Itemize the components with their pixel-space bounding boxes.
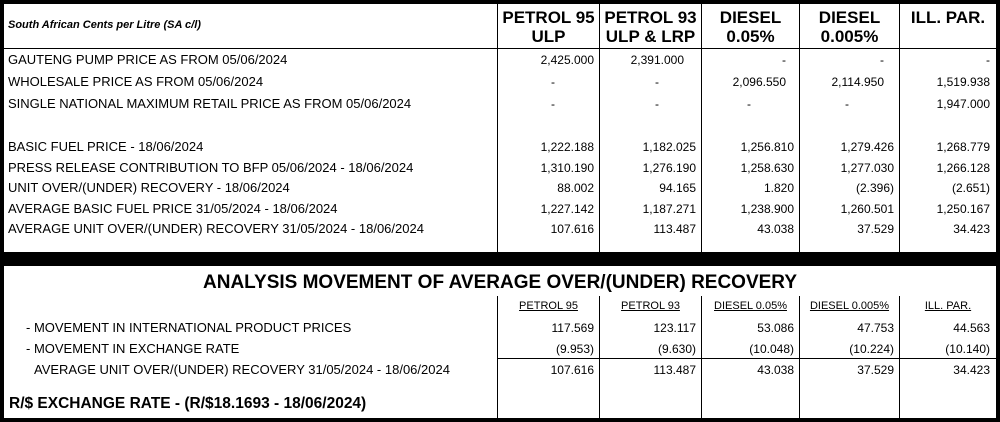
column-divider xyxy=(599,296,600,418)
cell-value: 47.753 xyxy=(857,321,894,335)
cell-value: (2.651) xyxy=(951,181,990,195)
row-label: UNIT OVER/(UNDER) RECOVERY - 18/06/2024 xyxy=(8,180,290,195)
cell-value: (10.224) xyxy=(849,342,894,356)
cell-value: 2,096.550 xyxy=(732,75,786,89)
row-label: BASIC FUEL PRICE - 18/06/2024 xyxy=(8,139,204,154)
subheader-diesel-0005: DIESEL 0.005% xyxy=(809,300,890,312)
column-divider xyxy=(899,296,900,418)
subheader-petrol-93: PETROL 93 xyxy=(621,300,680,312)
cell-value: 1.820 xyxy=(763,181,794,195)
cell-value: 88.002 xyxy=(557,181,594,195)
fuel-price-table xyxy=(4,4,996,252)
column-divider xyxy=(799,296,800,418)
cell-value: 113.487 xyxy=(653,222,696,236)
subheader-petrol-95: PETROL 95 xyxy=(519,300,578,312)
cell-value: (10.140) xyxy=(945,342,990,356)
cell-value: 1,260.501 xyxy=(840,202,894,216)
row-label: AVERAGE UNIT OVER/(UNDER) RECOVERY 31/05/2024 - 18/06/2024 xyxy=(8,221,424,236)
column-divider xyxy=(497,296,498,418)
column-header-ill-par: ILL. PAR. xyxy=(910,8,986,27)
cell-value: 1,187.271 xyxy=(642,202,696,216)
column-header-petrol-93: PETROL 93 ULP & LRP xyxy=(604,8,697,46)
cell-value: 1,277.030 xyxy=(840,161,894,175)
cell-value: 107.616 xyxy=(550,222,594,236)
cell-value: - xyxy=(551,75,555,89)
header-divider xyxy=(4,48,996,49)
cell-value: 2,425.000 xyxy=(540,53,594,67)
subheader-diesel-005: DIESEL 0.05% xyxy=(714,300,787,312)
cell-value: 43.038 xyxy=(757,222,794,236)
cell-value: 1,227.142 xyxy=(540,202,594,216)
cell-value: - xyxy=(986,53,990,67)
cell-value: 34.423 xyxy=(953,222,990,236)
column-header-petrol-95: PETROL 95 ULP xyxy=(502,8,595,46)
cell-value: 1,258.630 xyxy=(740,161,794,175)
cell-value: (9.953) xyxy=(555,342,594,356)
cell-value: 1,279.426 xyxy=(840,140,894,154)
row-label: WHOLESALE PRICE AS FROM 05/06/2024 xyxy=(8,74,264,89)
cell-value: 1,310.190 xyxy=(540,161,594,175)
analysis-table xyxy=(4,266,996,418)
cell-value: (9.630) xyxy=(657,342,696,356)
cell-value: 117.569 xyxy=(551,321,594,335)
cell-value: 1,268.779 xyxy=(936,140,990,154)
cell-value: 37.529 xyxy=(857,222,894,236)
analysis-row-label: AVERAGE UNIT OVER/(UNDER) RECOVERY 31/05/2024 - 18/06/2024 xyxy=(34,362,450,377)
cell-value: 1,519.938 xyxy=(936,75,990,89)
cell-value: 1,222.188 xyxy=(540,140,594,154)
cell-value: 37.529 xyxy=(857,363,894,377)
cell-value: 113.487 xyxy=(653,363,696,377)
cell-value: 53.086 xyxy=(757,321,794,335)
cell-value: 1,250.167 xyxy=(936,202,990,216)
row-label: PRESS RELEASE CONTRIBUTION TO BFP 05/06/2024 - 18/06/2024 xyxy=(8,160,414,175)
analysis-row-label: - MOVEMENT IN EXCHANGE RATE xyxy=(26,341,240,356)
analysis-row-label: - MOVEMENT IN INTERNATIONAL PRODUCT PRICES xyxy=(26,320,352,335)
cell-value: - xyxy=(655,97,659,111)
analysis-title: ANALYSIS MOVEMENT OF AVERAGE OVER/(UNDER) RECOVERY xyxy=(203,272,797,293)
cell-value: 2,114.950 xyxy=(831,75,884,89)
cell-value: 43.038 xyxy=(757,363,794,377)
cell-value: 1,256.810 xyxy=(740,140,794,154)
cell-value: 107.616 xyxy=(550,363,594,377)
cell-value: 1,266.128 xyxy=(936,161,990,175)
exchange-rate: R/$ EXCHANGE RATE - (R/$18.1693 - 18/06/2024) xyxy=(9,395,367,412)
row-label: GAUTENG PUMP PRICE AS FROM 05/06/2024 xyxy=(8,52,288,67)
cell-value: - xyxy=(782,53,786,67)
cell-value: 34.423 xyxy=(953,363,990,377)
cell-value: - xyxy=(845,97,849,111)
cell-value: 1,182.025 xyxy=(642,140,696,154)
cell-value: 1,238.900 xyxy=(740,202,794,216)
cell-value: - xyxy=(880,53,884,67)
cell-value: 44.563 xyxy=(953,321,990,335)
row-label: AVERAGE BASIC FUEL PRICE 31/05/2024 - 18/06/2024 xyxy=(8,201,338,216)
subheader-ill-par: ILL. PAR. xyxy=(924,300,972,312)
units-label: South African Cents per Litre (SA c/l) xyxy=(8,19,201,31)
cell-value: 123.117 xyxy=(653,321,696,335)
cell-value: - xyxy=(551,97,555,111)
cell-value: (2.396) xyxy=(855,181,894,195)
cell-value: - xyxy=(747,97,751,111)
cell-value: (10.048) xyxy=(749,342,794,356)
cell-value: 1,276.190 xyxy=(642,161,696,175)
cell-value: 2,391.000 xyxy=(630,53,684,67)
column-divider xyxy=(701,296,702,418)
column-header-diesel-005: DIESEL 0.05% xyxy=(719,8,782,46)
cell-value: - xyxy=(655,75,659,89)
column-header-diesel-0005: DIESEL 0.005% xyxy=(818,8,881,46)
cell-value: 1,947.000 xyxy=(936,97,990,111)
row-label: SINGLE NATIONAL MAXIMUM RETAIL PRICE AS FROM 05/06/2024 xyxy=(8,96,412,111)
total-divider xyxy=(498,358,996,359)
cell-value: 94.165 xyxy=(659,181,696,195)
